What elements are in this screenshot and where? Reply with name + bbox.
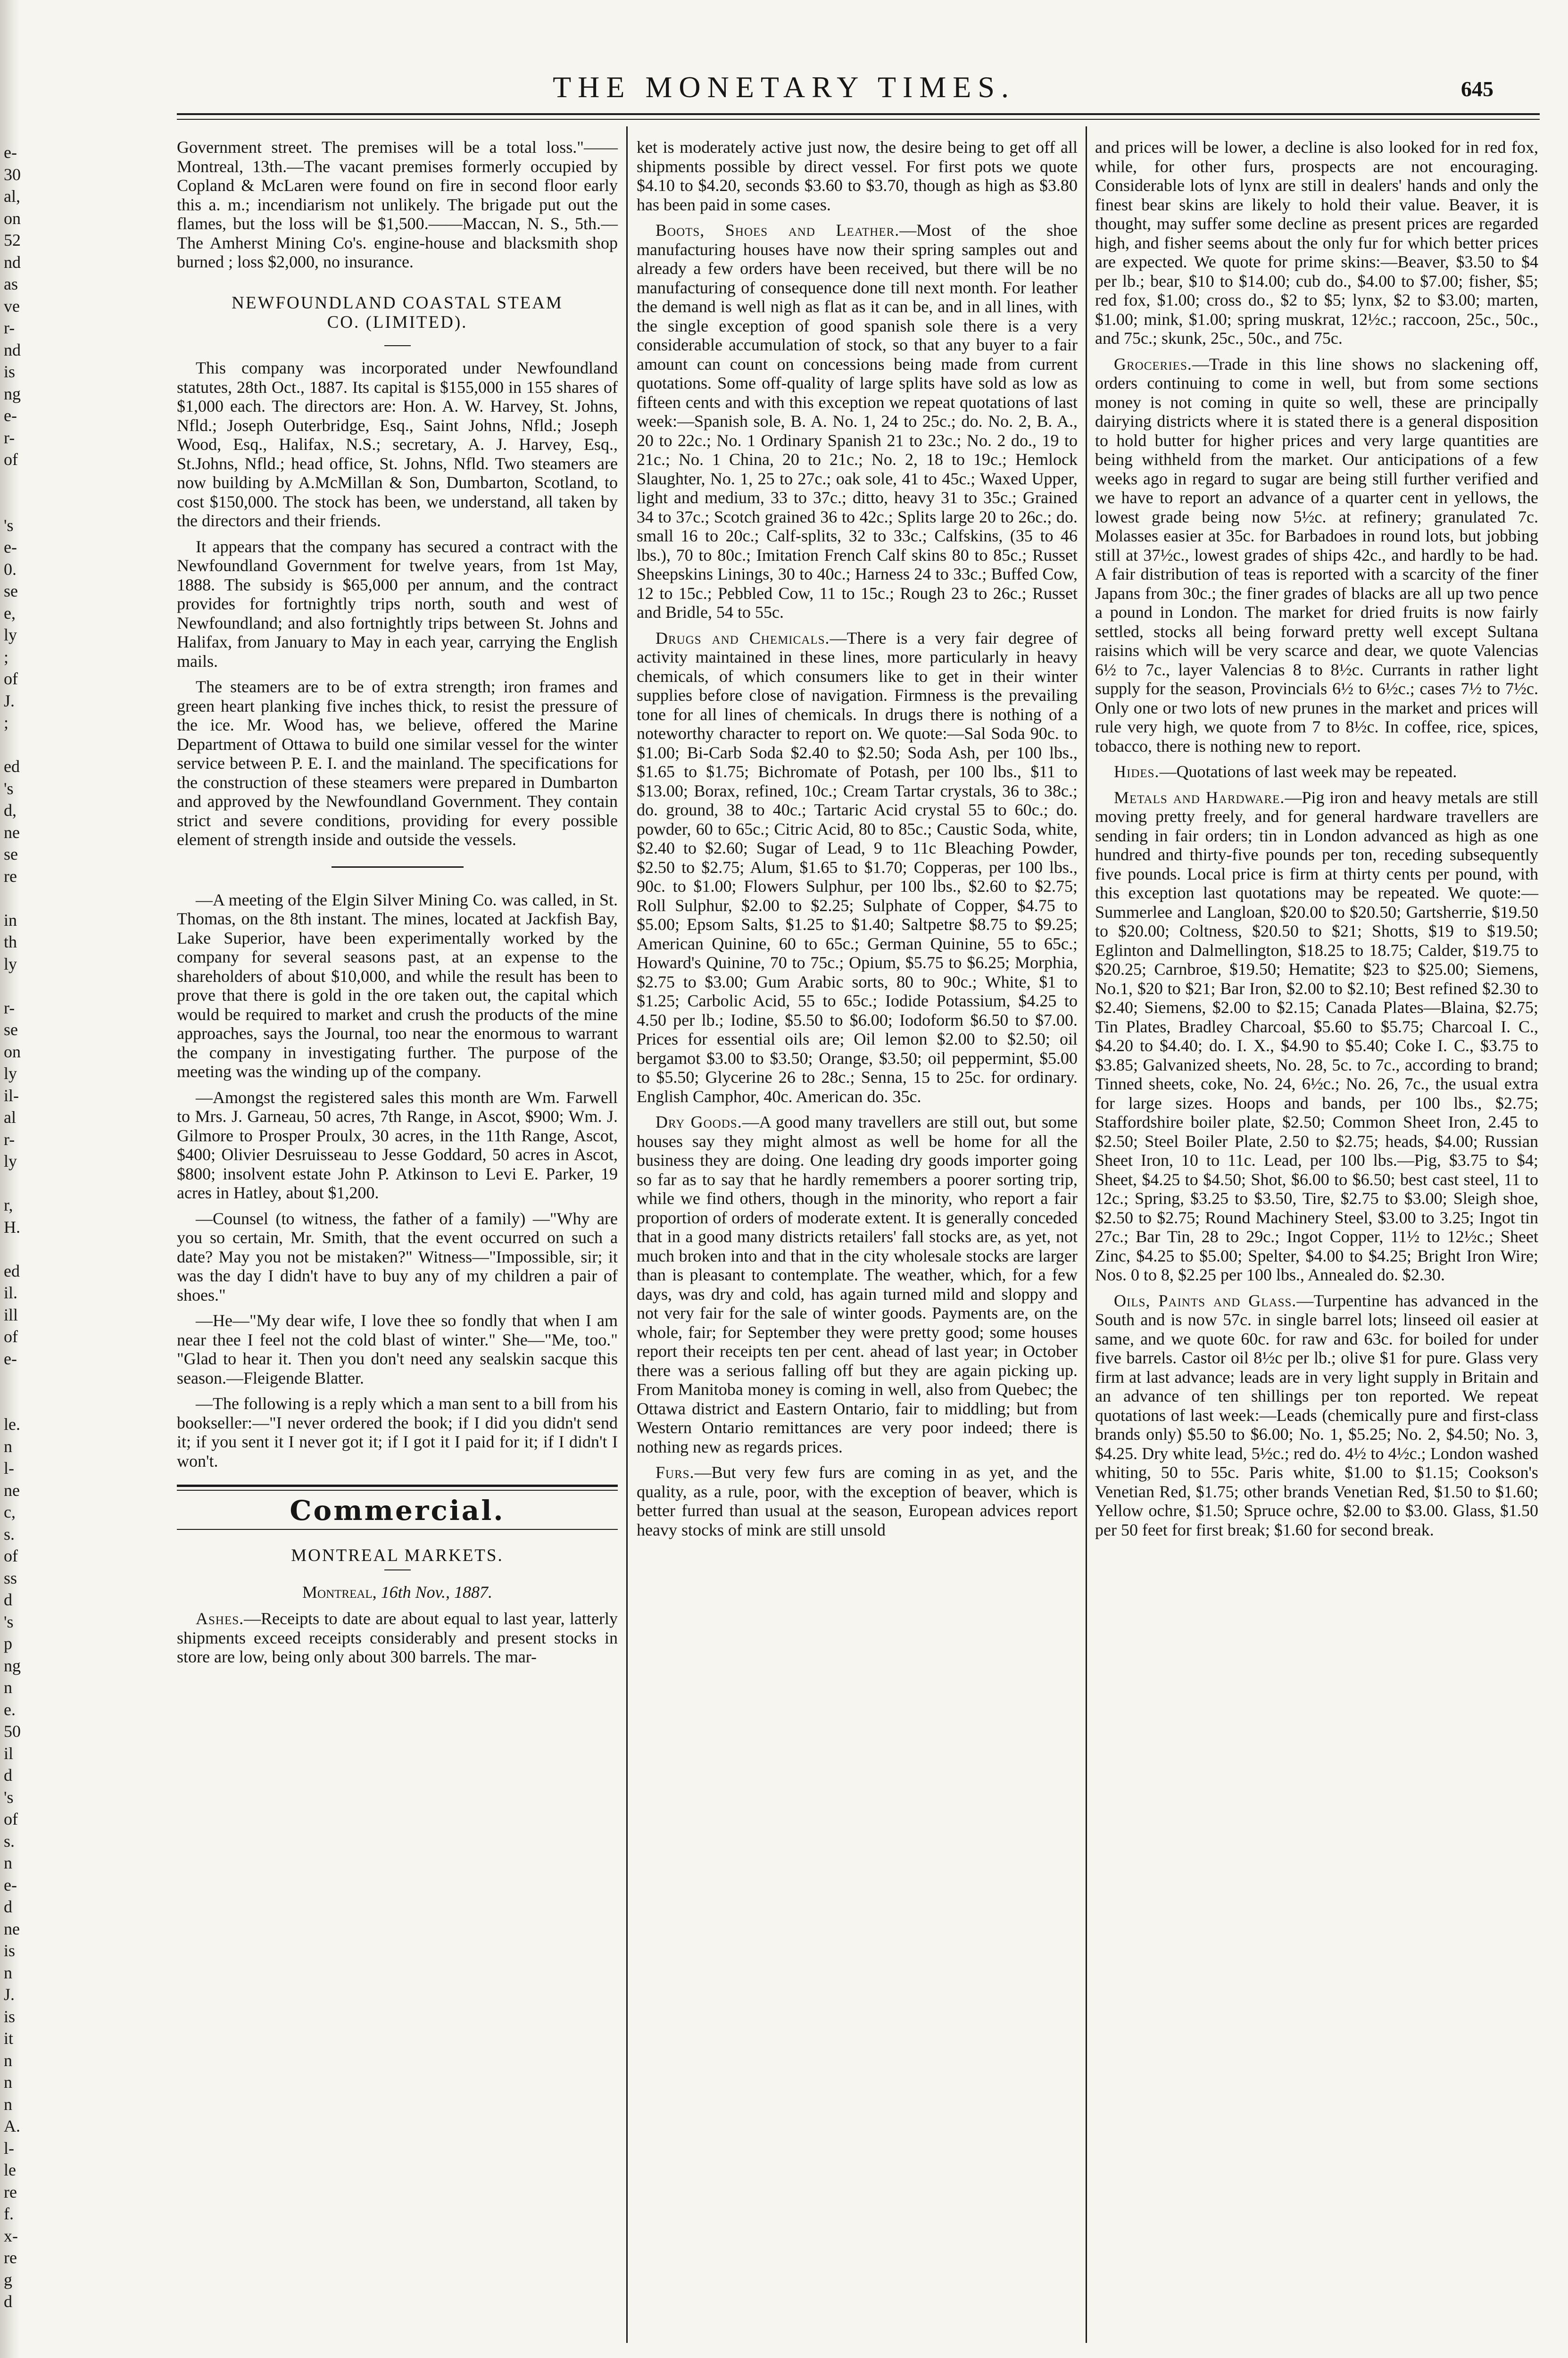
counsel-anecdote: —Counsel (to witness, the father of a family) —"Why are you so certain, Mr. Smith, that the event occurred on such a date? May you not be mistaken?" Witness—"Impossible, sir; it was the day I didn't have to buy any of my children a pair of shoes." (177, 1209, 618, 1304)
commercial-banner: Commercial. (290, 1495, 505, 1527)
drugs-report (637, 629, 1078, 1106)
facing-page-fragments: e- 30 al, on 52 nd as ve r- nd is ng e- r- of 's e- 0. se e, ly ; of J. ; ed 's d, ne se re in th ly r- se on ly il- al r- ly r, H. ed il. ill of e- le. n l- ne c, s. of ss d 's p ng n e. 50 il d 's of s. n e- d ne is n J. is it n n n A. l- le re f. x- re g d (4, 143, 21, 2311)
page-number: 645 (1461, 77, 1493, 101)
bookseller-anecdote: —The following is a reply which a man sent to a bill from his bookseller:—"I never ordered the book; if I did you didn't send it; if you sent it I never got it; if I got it I paid for it; if I didn't I won't. (177, 1394, 618, 1470)
dry-goods-report (637, 1113, 1078, 1456)
column-middle (637, 138, 1078, 1546)
drugs-label: Drugs and Chemicals. (655, 628, 830, 648)
heading-short-rule (384, 345, 411, 346)
sealskin-anecdote: —He—"My dear wife, I love thee so fondly that when I am near thee I feel not the cold blast of winter." She—"Me, too." "Glad to hear it. Then you don't need any sealskin sacque this season.—Fleigende Blatter. (177, 1311, 618, 1387)
ashes-label: Ashes. (196, 1609, 244, 1628)
oils-label: Oils, Paints and Glass. (1114, 1291, 1297, 1310)
boots-text: —Most of the shoe manufacturing houses have now their spring samples out and already a few orders have been received, but there will be no manufacturing of consequence done till next month. For leather the demand is well nigh as flat as it can be, and in all lines, with the single exception of good spanish sole there is a very considerable accumulation of stock, so that any buyer to a fair amount can count on concessions being made from current quotations. Some off-quality of large splits have sold as low as fifteen cents and with this exception we repeat quotations of last week:—Spanish sole, B. A. No. 1, 24 to 25c.; do. No. 2, B. A., 20 to 22c.; No. 1 Ordinary Spanish 21 to 23c.; No. 2 do., 19 to 21c.; No. 1 China, 20 to 21c.; No. 2, 18 to 19c.; Hemlock Slaughter, No. 1, 25 to 27c.; oak sole, 41 to 45c.; Waxed Upper, light and medium, 33 to 37c.; ditto, heavy 31 to 35c.; Grained 34 to 37c.; Scotch grained 36 to 42c.; Splits large 20 to 26c.; do. small 16 to 20c.; Calf-splits, 32 to 33c.; Calfskins, (35 to 46 lbs.), 70 to 80c.; Imitation French Calf skins 80 to 85c.; Russet Sheepskins Linings, 30 to 40c.; Harness 24 to 33c.; Buffed Cow, 12 to 15c.; Pebbled Cow, 11 to 15c.; Rough 23 to 26c.; Russet and Bridle, 54 to 55c. (637, 221, 1078, 622)
binding-gutter (0, 0, 20, 2358)
newfoundland-paragraph-3: The steamers are to be of extra strength; iron frames and green heart planking five inches thick, to resist the pressure of the ice. Mr. Wood has, we believe, offered the Marine Department of Ottawa to build one similar vessel for the winter service between P. E. I. and the mainland. The specifications for the construction of these steamers were prepared in Dumbarton and approved by the Newfoundland Government. They contain strict and severe conditions, providing for every possible element of strength inside and outside the vessels. (177, 677, 618, 849)
section-separator (332, 866, 464, 868)
dateline-date: 16th Nov., 1887. (381, 1582, 492, 1602)
dry-goods-label: Dry Goods. (655, 1113, 742, 1131)
column-right (1095, 138, 1538, 1546)
dateline (177, 1583, 618, 1602)
fire-report-continuation: Government street. The premises will be a total loss."——Montreal, 13th.—The vacant premises formerly occupied by Copland & McLaren were found on fire in second floor early this a. m.; incendiarism not unlikely. The brigade put out the flames, but the loss will be $1,500.——Maccan, N. S., 5th.—The Amherst Mining Co's. engine-house and blacksmith shop burned ; loss $2,000, no insurance. (177, 138, 618, 271)
column-left (177, 138, 618, 1673)
groceries-text: —Trade in this line shows no slackening off, orders continuing to come in well, but from some sections money is not coming in quite so well, these are principally dairying districts where it is stated there is a general disposition to hold butter for higher prices and very large quantities are being withheld from the market. Our anticipations of a few weeks ago in regard to sugar are being still further verified and we have to report an advance of a quarter cent in yellows, the lowest grade being now 5½c. at refinery; granulated 7c. Molasses easier at 35c. for Barbadoes in round lots, but jobbing still at 37½c., lowest grades of ships 42c., and hardly to be had. A fair distribution of teas is reported with a scarcity of the finer Japans from 30c.; the finer grades of blacks are all up two pence a pound in London. The market for dried fruits is now fairly settled, stocks all being forward pretty well except Sultana raisins which will be very scarce and dear, we quote Valencias 6½ to 7c., layer Valencias 8 to 8½c. Currants in rather light supply for the season, Provincials 6½ to 6½c.; cases 7½ to 7½c. Only one or two lots of new prunes in the market and prices will rule very high, we quote from 7 to 8½c. In coffee, rice, spices, tobacco, there is nothing new to report. (1095, 354, 1538, 756)
hides-text: —Quotations of last week may be repeated. (1159, 762, 1457, 781)
boots-report (637, 221, 1078, 622)
dry-goods-text: —A good many travellers are still out, but some houses say they might almost as well be home for all the business they are doing. One leading dry goods importer going so far as to say that he hardly remembers a poorer sorting trip, while we find others, though in the minority, who report a fair proportion of orders of moderate extent. It is generally conceded that in a good many districts retailers' fall stocks are, as yet, not much broken into and that in the city wholesale stocks are larger than is pleasant to contemplate. The weather, which, for a few days, was dry and cold, has again turned mild and sloppy and not very fair for the sale of winter goods. Payments are, on the whole, fair; for September they were pretty good; some houses report their receipts ten per cent. ahead of last year; in October there was a serious falling off but they are again picking up. From Manitoba money is coming in well, also from Quebec; the Ottawa district and Eastern Ontario, fair to middling; but from Western Ontario remittances are very poor indeed; there is nothing new as regards prices. (637, 1113, 1078, 1456)
groceries-label: Groceries. (1114, 354, 1192, 374)
furs-text: —But very few furs are coming in as yet, and the quality, as a rule, poor, with the exception of beaver, which is better furred than usual at the season, European advices report heavy stocks of mink are still unsold (637, 1463, 1078, 1539)
oils-text: —Turpentine has advanced in the South and is now 57c. in single barrel lots; linseed oil easier at same, and we quote 60c. for raw and 63c. for boiled for under five barrels. Castor oil 8½c per lb.; olive $1 for pure. Glass very firm at last advance; leads are in very light supply in Britain and an advance of ten shillings per ton reported. We repeat quotations of last week:—Leads (chemically pure and first-class brands only) $5.50 to $6.00; No. 1, $5.25; No. 2, $4.50; No. 3, $4.25. Dry white lead, 5½c.; red do. 4½ to 4½c.; London washed whiting, 50 to 55c. Paris white, $1.00 to $1.15; Cookson's Venetian Red, $1.75; other brands Venetian Red, $1.50 to $1.60; Yellow ochre, $1.50; Spruce ochre, $2.00 to $3.00. Glass, $1.50 per 50 feet for first break; $1.60 for second break. (1095, 1291, 1539, 1539)
metals-text: —Pig iron and heavy metals are still moving pretty freely, and for general hardware travellers are sending in fair orders; tin in London advanced as high as one hundred and thirty-five pounds per ton, receding subsequently five pounds. Local price is firm at thirty cents per pound, with this exception last quotations may be repeated. We quote:—Summerlee and Langloan, $20.00 to $20.50; Gartsherrie, $19.50 to $20.00; Coltness, $20.50 to $21; Shotts, $19 to $19.50; Eglinton and Dalmellington, $18.25 to 18.75; Calder, $19.75 to $20.25; Carnbroe, $19.50; Hematite; $23 to $25.00; Siemens, No.1, $20 to $21; Bar Iron, $2.00 to $2.10; Best refined $2.30 to $2.40; Siemens, $2.00 to $2.15; Canada Plates—Blaina, $2.75; Tin Plates, Bradley Charcoal, $5.60 to $5.75; Charcoal I. C., $4.20 to $4.40; do. I. X., $4.90 to $5.40; Coke I. C., $3.75 to $3.85; Galvanized sheets, No. 28, 5c. to 7c., according to brand; Tinned sheets, coke, No. 24, 6½c.; No. 26, 7c., the usual extra for large sizes. Hoops and bands, per 100 lbs., $2.75; Staffordshire boiler plate, $2.50; Common Sheet Iron, 2.45 to $2.50; Steel Boiler Plate, 2.50 to $2.75; heads, $4.00; Russian Sheet Iron, 10 to 11c. Lead, per 100 lbs.—Pig, $3.75 to $4; Sheet, $4.25 to $4.50; Shot, $6.00 to $6.50; best cast steel, 11 to 12c.; Spring, $3.25 to $3.50, Tire, $2.75 to $3.00; Sleigh shoe, $2.50 to $2.75; Round Machinery Steel, $3.00 to 3.25; Ingot tin 27c.; Bar Tin, 28 to 29c.; Ingot Copper, 11½ to 12½c.; Sheet Zinc, $4.25 to $5.00; Spelter, $4.00 to $4.25; Bright Iron Wire; Nos. 0 to 8, $2.25 per 100 lbs., Annealed do. $2.30. (1095, 788, 1538, 1284)
registered-sales-item: —Amongst the registered sales this month are Wm. Farwell to Mrs. J. Garneau, 50 acres, 7th Range, in Ascot, $900; Wm. J. Gilmore to Prosper Proulx, 30 acres, in the 11th Range, Ascot, $400; Olivier Desruisseau to Jesse Goddard, 50 acres in Ascot, $800; insolvent estate John P. Atkinson to Levi E. Parker, 19 acres in Hatley, about $1,200. (177, 1088, 618, 1202)
masthead-rule-top (177, 113, 1540, 115)
groceries-report (1095, 355, 1538, 756)
banner-rule-top (177, 1485, 618, 1487)
banner-rule-top-thin (177, 1490, 618, 1491)
ashes-continuation: ket is moderately active just now, the desire being to get off all shipments possible by direct vessel. For first pots we quote $4.10 to $4.20, seconds $3.60 to $3.70, though as high as $3.80 has been paid in some cases. (637, 138, 1078, 214)
newfoundland-paragraph-2: It appears that the company has secured a contract with the Newfoundland Government for twelve years, from 1st May, 1888. The subsidy is $65,000 per annum, and the contract provides for fortnightly trips north, south and west of Newfoundland; and also fortnightly trips between St. Johns and Halifax, from January to May in each year, carrying the English mails. (177, 537, 618, 671)
drugs-text: —There is a very fair degree of activity maintained in these lines, more particularly in heavy chemicals, of which consumers like to get in their winter supplies before close of navigation. Firmness is the prevailing tone for all lines of chemicals. In drugs there is nothing of a noteworthy character to report on. We quote:—Sal Soda 90c. to $1.00; Bi-Carb Soda $2.40 to $2.50; Soda Ash, per 100 lbs., $1.65 to $1.75; Bichromate of Potash, per 100 lbs., $11 to $13.00; Borax, refined, 10c.; Cream Tartar crystals, 36 to 38c.; do. ground, 38 to 40c.; Tartaric Acid crystal 55 to 60c.; do. powder, 60 to 65c.; Citric Acid, 80 to 85c.; Caustic Soda, white, $2.40 to $2.60; Sugar of Lead, 9 to 11c Bleaching Powder, $2.50 to $2.75; Alum, $1.65 to $1.70; Copperas, per 100 lbs., 90c. to $1.00; Flowers Sulphur, per 100 lbs., $2.60 to $2.75; Roll Sulphur, $2.00 to $2.25; Sulphate of Copper, $4.75 to $5.00; Epsom Salts, $1.25 to $1.40; Saltpetre $8.75 to $9.25; American Quinine, 60 to 65c.; German Quinine, 55 to 65c.; Howard's Quinine, 70 to 75c.; Opium, $5.75 to $6.25; Morphia, $2.75 to $3.00; Gum Arabic sorts, 80 to 90c.; White, $1 to $1.25; Carbolic Acid, 55 to 65c.; Iodide Potassium, $4.25 to 4.50 per lb.; Iodine, $5.50 to $6.00; Iodoform $6.50 to $7.00. Prices for essential oils are; Oil lemon $2.00 to $2.50; oil bergamot $3.00 to $3.50; Orange, $3.50; oil peppermint, $5.00 to $5.50; Glycerine 26 to 28c.; Senna, 15 to 25c. for ordinary. English Camphor, 40c. American do. 35c. (637, 628, 1078, 1106)
dateline-place: Montreal, (302, 1582, 377, 1602)
newfoundland-heading-line2: CO. (LIMITED). (327, 312, 468, 332)
column-divider-1 (626, 126, 628, 2343)
boots-label: Boots, Shoes and Leather. (655, 221, 900, 240)
ashes-report (177, 1609, 618, 1667)
hides-report (1095, 762, 1538, 781)
markets-short-rule (384, 1569, 411, 1570)
furs-report (637, 1463, 1078, 1539)
ashes-text: —Receipts to date are about equal to last year, latterly shipments exceed receipts considerably and present stocks in store are low, being only about 300 barrels. The mar- (177, 1609, 618, 1666)
banner-rule-bottom (177, 1529, 618, 1530)
newfoundland-heading-line1: NEWFOUNDLAND COASTAL STEAM (232, 293, 563, 313)
metals-label: Metals and Hardware. (1114, 788, 1285, 807)
metals-report (1095, 788, 1538, 1285)
masthead-title: THE MONETARY TIMES. (553, 70, 1015, 104)
elgin-mining-item: —A meeting of the Elgin Silver Mining Co. was called, in St. Thomas, on the 8th instant. The mines, located at Jackfish Bay, Lake Superior, have been experimentally worked by the company for several seasons past, at an expense to the shareholders of about $10,000, and while the result has been to prove that there is gold in the ore taken out, the capital which would be required to market and crush the products of the mine approaches, says the Journal, too near the enormous to warrant the company in investigating further. The purpose of the meeting was the winding up of the company. (177, 890, 618, 1081)
hides-label: Hides. (1114, 762, 1160, 781)
masthead-rule-bottom (177, 119, 1540, 120)
montreal-markets-heading: MONTREAL MARKETS. (291, 1545, 504, 1565)
newfoundland-paragraph-1: This company was incorporated under Newfoundland statutes, 28th Oct., 1887. Its capital is $155,000 in 155 shares of $1,000 each. The directors are: Hon. A. W. Harvey, St. Johns, Nfld.; Joseph Outerbridge, Esq., Saint Johns, Nfld.; Joseph Wood, Esq., Halifax, N.S.; secretary, A. J. Harvey, Esq., St.Johns, Nfld.; head office, St. Johns, Nfld. Two steamers are now building by A.McMillan & Son, Dumbarton, Scotland, to cost $150,000. The stock has been, we understand, all taken by the directors and their friends. (177, 358, 618, 530)
furs-label: Furs. (655, 1463, 695, 1482)
oils-report (1095, 1291, 1538, 1540)
column-divider-2 (1086, 126, 1087, 2343)
furs-continuation: and prices will be lower, a decline is also looked for in red fox, while, for other furs, prospects are not encouraging. Considerable lots of lynx are still in dealers' hands and only the finest bear skins are likely to hold their value. Beaver, it is thought, may suffer some decline as present prices are regarded high, and fisher seems about the only fur for which better prices are expected. We quote for prime skins:—Beaver, $3.50 to $4 per lb.; bear, $10 to $14.00; cub do., $4.00 to $7.00; fisher, $5; red fox, $1.00; cross do., $2 to $5; lynx, $2 to $3.00; marten, $1.00; mink, $1.00; spring muskrat, 12½c.; raccoon, 25c., 50c., and 75c.; skunk, 25c., 50c., and 75c. (1095, 138, 1538, 348)
